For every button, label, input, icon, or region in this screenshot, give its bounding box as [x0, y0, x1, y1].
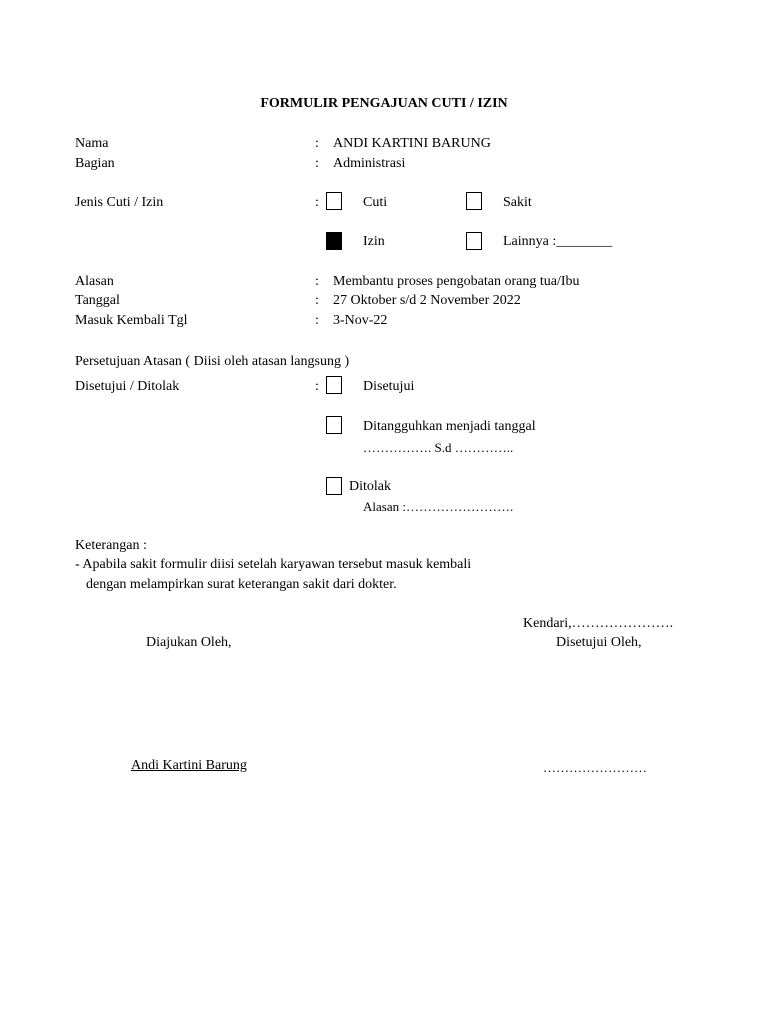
colon: : — [315, 136, 319, 151]
label-ditolak: Ditolak — [349, 479, 391, 494]
approver-name: …………………… — [543, 760, 647, 775]
label-sakit: Sakit — [503, 195, 532, 210]
value-alasan: Membantu proses pengobatan orang tua/Ibu — [333, 274, 580, 289]
checkbox-sakit[interactable] — [466, 192, 482, 210]
checkbox-lainnya[interactable] — [466, 232, 482, 250]
label-tanggal: Tanggal — [75, 293, 120, 308]
label-izin: Izin — [363, 234, 385, 249]
label-disetujui-ditolak: Disetujui / Ditolak — [75, 379, 180, 394]
value-nama: ANDI KARTINI BARUNG — [333, 136, 491, 151]
label-disetujui: Disetujui — [363, 379, 415, 394]
label-bagian: Bagian — [75, 156, 115, 171]
colon: : — [315, 156, 319, 171]
value-masuk-kembali: 3-Nov-22 — [333, 313, 388, 328]
checkbox-izin[interactable] — [326, 232, 342, 250]
notes-line-1: - Apabila sakit formulir diisi setelah karyawan tersebut masuk kembali — [75, 557, 472, 572]
label-jenis: Jenis Cuti / Izin — [75, 195, 164, 210]
label-ditangguhkan: Ditangguhkan menjadi tanggal — [363, 419, 536, 434]
checkbox-disetujui[interactable] — [326, 376, 342, 394]
colon: : — [315, 195, 319, 210]
colon: : — [315, 293, 319, 308]
ditangguhkan-dates: ……………. S.d ………….. — [363, 440, 514, 455]
checkbox-ditangguhkan[interactable] — [326, 416, 342, 434]
notes-heading: Keterangan : — [75, 538, 147, 553]
label-masuk-kembali: Masuk Kembali Tgl — [75, 313, 188, 328]
colon: : — [315, 274, 319, 289]
colon: : — [315, 313, 319, 328]
checkbox-cuti[interactable] — [326, 192, 342, 210]
checkbox-ditolak[interactable] — [326, 477, 342, 495]
label-cuti: Cuti — [363, 195, 388, 210]
value-bagian: Administrasi — [333, 156, 406, 171]
ditolak-alasan: Alasan :……………………. — [363, 499, 514, 514]
place-date: Kendari,…………………. — [523, 616, 674, 631]
label-nama: Nama — [75, 136, 109, 151]
colon: : — [315, 379, 319, 394]
approved-by-label: Disetujui Oleh, — [556, 635, 642, 650]
label-lainnya: Lainnya :________ — [503, 234, 613, 249]
form-title: FORMULIR PENGAJUAN CUTI / IZIN — [260, 96, 508, 111]
approval-heading: Persetujuan Atasan ( Diisi oleh atasan langsung ) — [75, 354, 350, 369]
label-alasan: Alasan — [75, 274, 114, 289]
submitted-by-label: Diajukan Oleh, — [146, 635, 232, 650]
notes-line-2: dengan melampirkan surat keterangan sakit dari dokter. — [86, 577, 397, 592]
value-tanggal: 27 Oktober s/d 2 November 2022 — [333, 293, 521, 308]
submitter-name: Andi Kartini Barung — [131, 758, 247, 773]
